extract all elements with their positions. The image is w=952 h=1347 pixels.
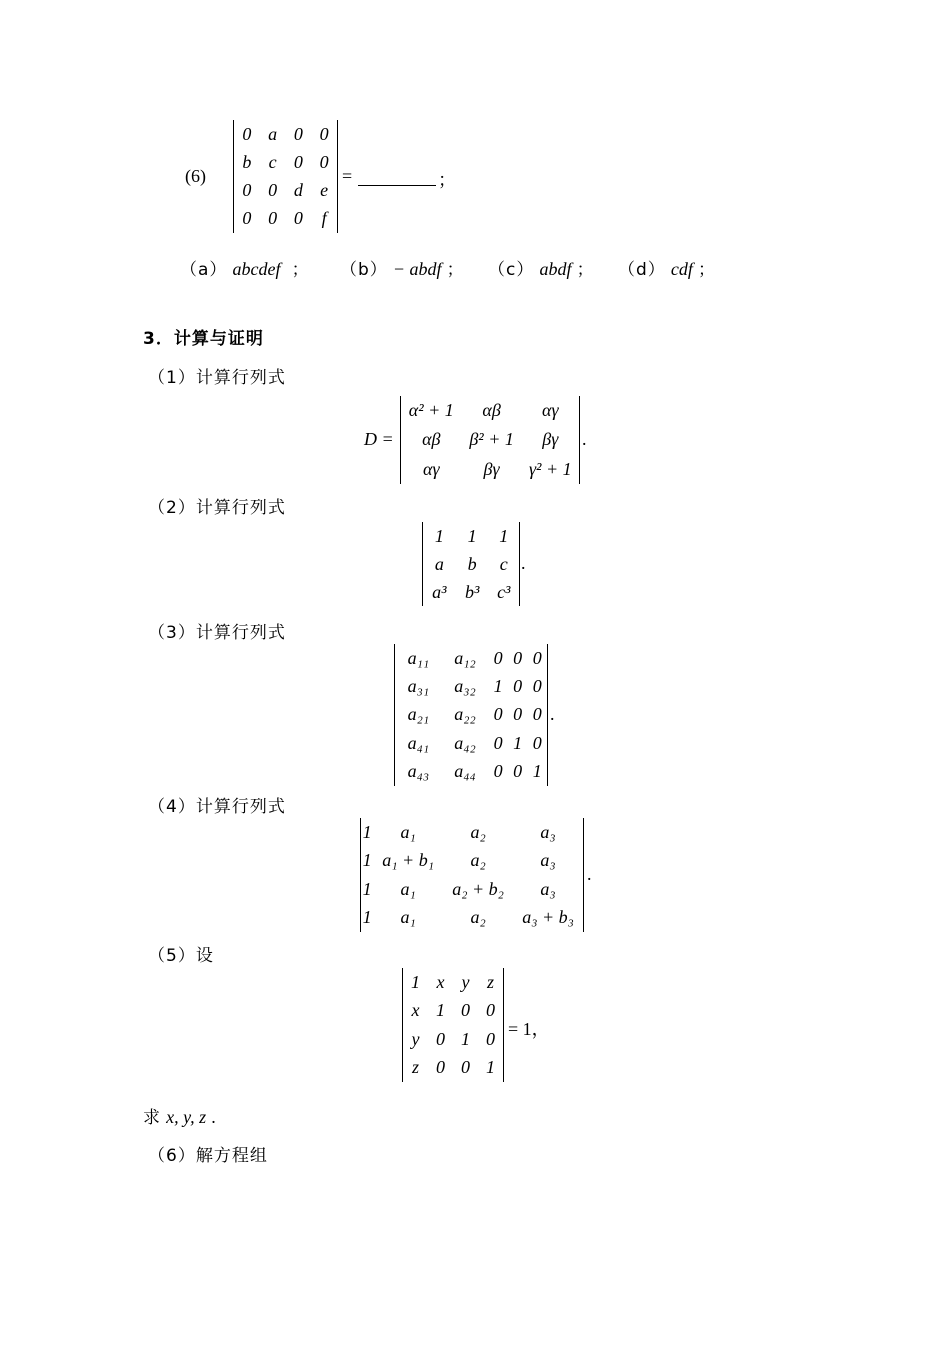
matrix-cell: 0 [319, 151, 329, 172]
problem-2-label: （2）计算行列式 [148, 498, 286, 518]
matrix-cell: x [411, 1000, 420, 1021]
matrix-cell: 0 [242, 123, 252, 144]
matrix-cell: β² + 1 [469, 429, 514, 450]
matrix-cell: c [268, 151, 277, 172]
matrix-cell: y [461, 971, 470, 992]
matrix-cell: 1 [434, 525, 444, 546]
ask-vars: x, y, z [166, 1107, 207, 1127]
matrix-cell: a₁ + b₁ [382, 850, 434, 871]
matrix-cell: z [411, 1057, 419, 1078]
matrix-cell: a₂ + b₂ [452, 878, 504, 899]
matrix-cell: a₁ [400, 821, 416, 842]
matrix-cell: 0 [268, 180, 278, 201]
option-d-expr: cdf [670, 259, 693, 279]
matrix-cell: αγ [423, 458, 440, 479]
matrix-cell: a₂ [470, 907, 486, 928]
matrix-cell: a₃ [540, 850, 556, 871]
matrix-cell: 0 [486, 1000, 495, 1021]
matrix-cell: a₃₂ [454, 676, 476, 697]
matrix-cell: b³ [464, 581, 480, 602]
problem-5-rhs: = 1， [508, 1019, 550, 1039]
matrix-cell: a₁₂ [454, 647, 476, 668]
matrix-cell: 0 [493, 732, 503, 753]
matrix-cell: b [242, 151, 252, 172]
matrix-cell: 0 [493, 704, 503, 725]
matrix-cell: 0 [436, 1028, 445, 1049]
matrix-cell: a₁ [400, 907, 416, 928]
matrix-cell: 0 [532, 732, 542, 753]
option-b-tag: （b） [340, 260, 388, 280]
matrix-cell: βγ [542, 429, 559, 450]
matrix-cell: a₁₁ [407, 647, 430, 668]
matrix-cell: 1 [532, 761, 542, 782]
matrix-cell: 0 [532, 676, 542, 697]
matrix-cell: 1 [436, 1000, 445, 1021]
matrix-cell: e [320, 180, 329, 201]
option-b-expr: − abdf [392, 259, 442, 279]
option-a[interactable] [180, 255, 310, 280]
ask-end: . [211, 1107, 216, 1127]
matrix-cell: 0 [513, 647, 523, 668]
matrix-cell: 0 [242, 180, 252, 201]
option-d-end: ； [697, 260, 716, 280]
matrix-cell: c [499, 553, 508, 574]
matrix-cell: a₁ [400, 878, 416, 899]
matrix-cell: γ² + 1 [528, 458, 572, 479]
matrix-cell: x [436, 971, 445, 992]
matrix-cell: 1 [513, 732, 523, 753]
matrix-cell: z [486, 971, 494, 992]
q6-equals: = [342, 166, 353, 186]
matrix-cell: a₄₁ [407, 732, 430, 753]
option-c-expr: abdf [539, 259, 572, 279]
problem-4-label: （4）计算行列式 [148, 797, 286, 817]
problem-2-determinant [422, 522, 520, 606]
problem-1-determinant [400, 396, 580, 484]
problem-1-lhs: D = [364, 429, 394, 449]
matrix-cell: αβ [482, 400, 501, 421]
matrix-cell: a₃ [540, 821, 556, 842]
problem-2-end: . [521, 553, 526, 573]
matrix-cell: 0 [532, 647, 542, 668]
matrix-cell: 0 [293, 123, 303, 144]
option-a-end: ； [291, 260, 310, 280]
matrix-cell: βγ [483, 458, 500, 479]
problem-4-determinant [360, 818, 584, 932]
matrix-cell: 1 [362, 850, 372, 871]
matrix-cell: 0 [513, 676, 523, 697]
option-a-tag: （a） [180, 260, 228, 280]
option-c[interactable] [488, 255, 595, 280]
matrix-cell: 0 [513, 761, 523, 782]
problem-1-label: （1）计算行列式 [148, 368, 286, 388]
problem-3-determinant [394, 644, 548, 786]
section-3-title: 计算与证明 [173, 329, 264, 349]
option-c-tag: （c） [488, 260, 535, 280]
matrix-cell: a₃ [540, 878, 556, 899]
matrix-cell: 1 [411, 971, 420, 992]
q6-label: (6) [185, 166, 206, 186]
matrix-cell: 1 [493, 676, 503, 697]
matrix-cell: α² + 1 [408, 400, 454, 421]
matrix-cell: 1 [486, 1057, 495, 1078]
option-c-end: ； [576, 260, 595, 280]
matrix-cell: 0 [268, 208, 278, 229]
matrix-cell: a [268, 123, 278, 144]
matrix-cell: b [467, 553, 477, 574]
section-3-heading [143, 324, 264, 349]
option-b[interactable] [340, 255, 465, 280]
matrix-cell: 0 [532, 704, 542, 725]
matrix-cell: a₄₂ [454, 732, 476, 753]
matrix-cell: 0 [293, 151, 303, 172]
option-d[interactable] [618, 255, 716, 280]
matrix-cell: 0 [319, 123, 329, 144]
matrix-cell: 1 [467, 525, 477, 546]
matrix-cell: a₂ [470, 850, 486, 871]
matrix-cell: αβ [422, 429, 441, 450]
matrix-cell: 0 [513, 704, 523, 725]
option-b-end: ； [446, 260, 465, 280]
option-d-tag: （d） [618, 260, 666, 280]
matrix-cell: d [293, 180, 303, 201]
matrix-cell: 0 [242, 208, 252, 229]
matrix-cell: 0 [436, 1057, 445, 1078]
problem-5-ask [143, 1103, 216, 1128]
matrix-cell: 0 [461, 1057, 470, 1078]
matrix-cell: y [411, 1028, 420, 1049]
problem-3-end: . [550, 704, 555, 724]
matrix-cell: αγ [542, 400, 559, 421]
matrix-cell: 0 [493, 761, 503, 782]
matrix-cell: c³ [497, 581, 511, 602]
matrix-cell: 1 [499, 525, 509, 546]
matrix-cell: 0 [461, 1000, 470, 1021]
matrix-cell: a₂₂ [454, 704, 476, 725]
problem-6-label: （6）解方程组 [148, 1146, 268, 1166]
q6-determinant [233, 120, 338, 233]
problem-5-label: （5）设 [148, 946, 214, 966]
option-a-expr: abcdef [232, 259, 281, 279]
matrix-cell: a³ [432, 581, 447, 602]
ask-prefix: 求 [143, 1108, 161, 1128]
q6-answer-blank[interactable] [358, 185, 436, 186]
matrix-cell: a [434, 553, 444, 574]
problem-5-determinant [402, 968, 504, 1082]
matrix-cell: a₄₃ [407, 761, 430, 782]
problem-4-end: . [587, 864, 592, 884]
matrix-cell: a₃ + b₃ [522, 907, 574, 928]
q6-end: ； [438, 170, 456, 190]
matrix-cell: 0 [493, 647, 503, 668]
matrix-cell: 1 [461, 1028, 470, 1049]
matrix-cell: a₂ [470, 821, 486, 842]
matrix-cell: a₄₄ [454, 761, 476, 782]
problem-3-label: （3）计算行列式 [148, 623, 286, 643]
matrix-cell: a₃₁ [407, 676, 430, 697]
matrix-cell: 0 [486, 1028, 495, 1049]
matrix-cell: 1 [362, 878, 372, 899]
matrix-cell: f [321, 208, 327, 229]
matrix-cell: 1 [362, 821, 372, 842]
matrix-cell: 1 [362, 907, 372, 928]
matrix-cell: 0 [293, 208, 303, 229]
problem-1-end: . [582, 429, 587, 449]
section-3-number: 3． [143, 329, 174, 349]
matrix-cell: a₂₁ [407, 704, 430, 725]
